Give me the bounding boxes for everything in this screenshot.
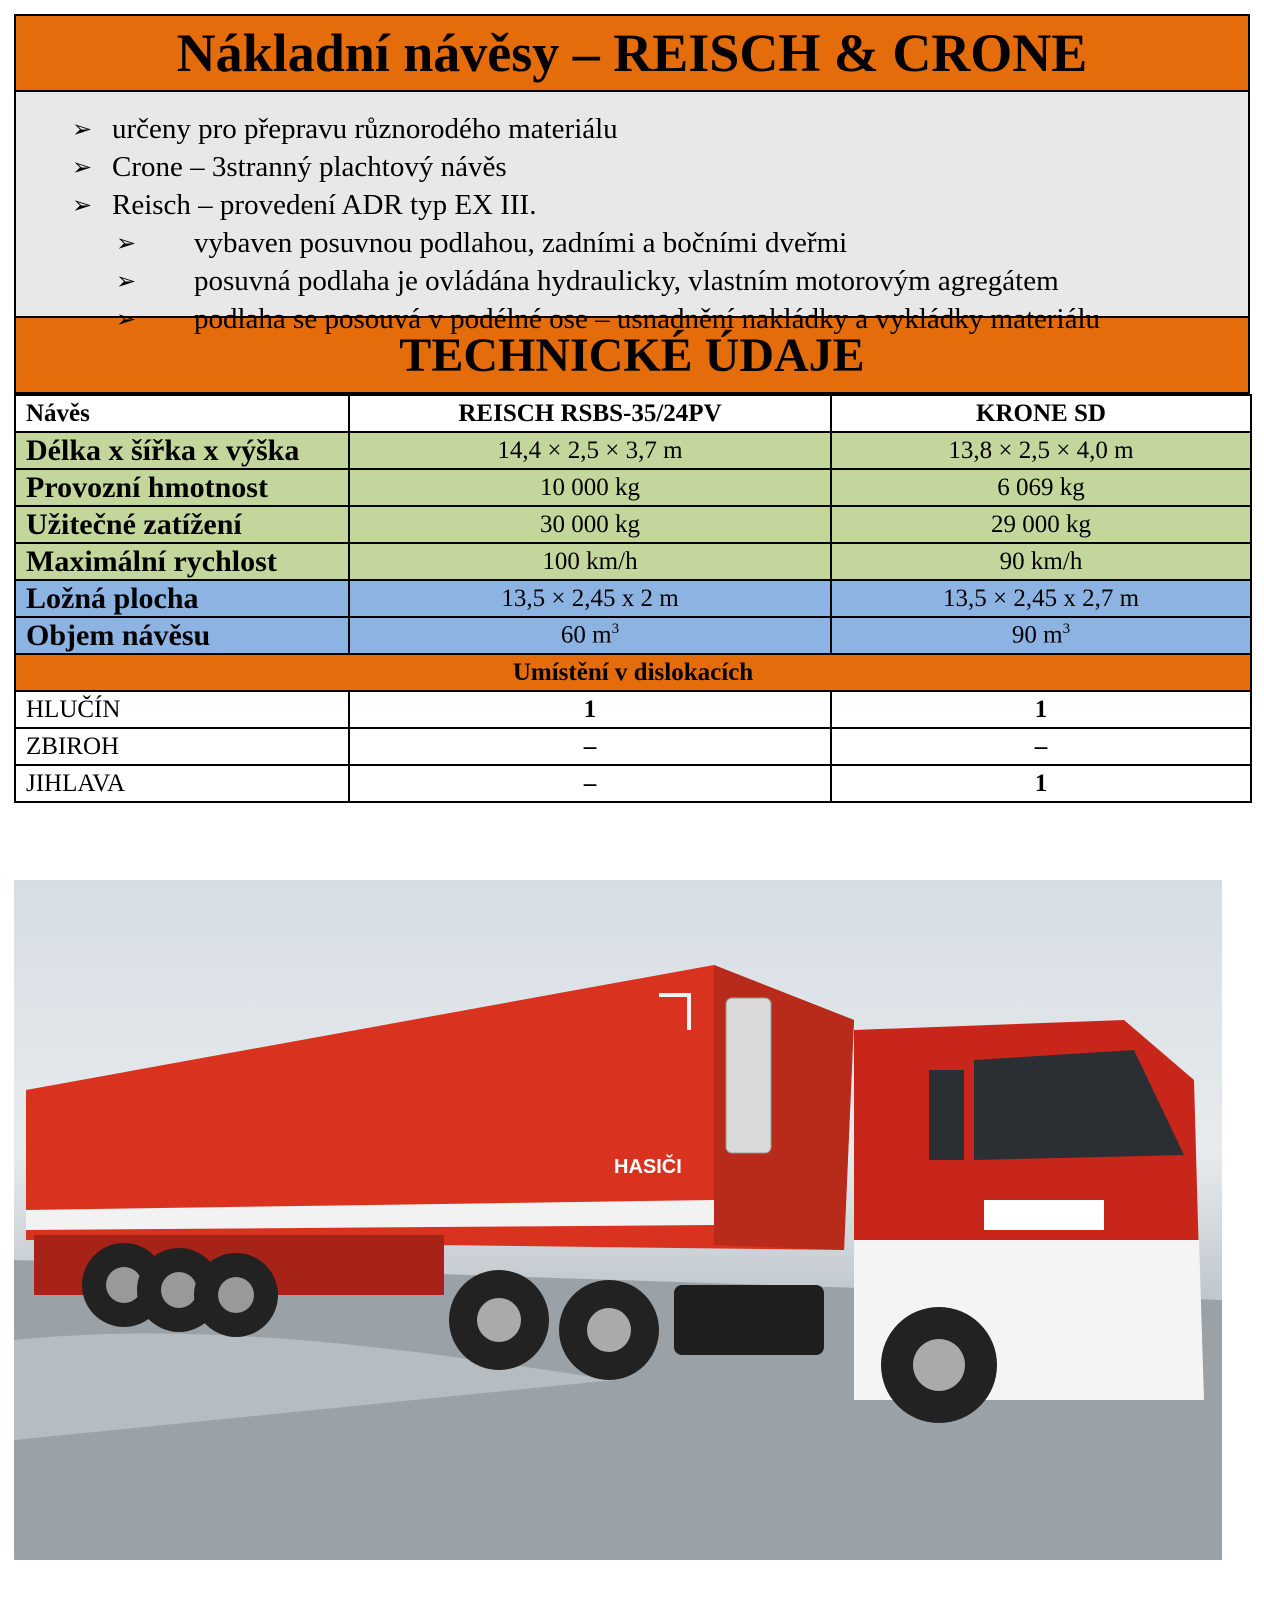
truck-photo xyxy=(14,880,1222,1560)
list-item xyxy=(16,186,1248,224)
wheel-hub xyxy=(913,1339,965,1391)
table-cell: 13,5 × 2,45 x 2,7 m xyxy=(831,580,1251,617)
table-cell: 90 km/h xyxy=(831,543,1251,580)
arrow-bullet-icon: ➢ xyxy=(116,229,137,257)
table-cell: 1 xyxy=(349,691,831,728)
page-title: Nákladní návěsy – REISCH & CRONE xyxy=(14,14,1250,92)
fuel-tank xyxy=(674,1285,824,1355)
table-cell: 30 000 kg xyxy=(349,506,831,543)
arrow-bullet-icon: ➢ xyxy=(116,267,137,295)
datasheet xyxy=(14,14,1250,803)
header-cell: Návěs xyxy=(15,395,349,432)
list-item-text: podlaha se posouvá v podélné ose – usnadnění nakládky a vykládky materiálu xyxy=(194,303,1101,335)
list-item xyxy=(16,262,1248,300)
location-name: JIHLAVA xyxy=(15,765,349,802)
table-row xyxy=(15,506,1251,543)
list-item xyxy=(16,110,1248,148)
table-row xyxy=(15,617,1251,654)
list-item xyxy=(16,148,1248,186)
arrow-bullet-icon: ➢ xyxy=(72,115,93,143)
table-cell: 13,8 × 2,5 × 4,0 m xyxy=(831,432,1251,469)
table-cell: 1 xyxy=(831,691,1251,728)
table-cell: 29 000 kg xyxy=(831,506,1251,543)
header-cell: KRONE SD xyxy=(831,395,1251,432)
table-cell: – xyxy=(349,728,831,765)
row-label: Ložná plocha xyxy=(15,580,349,617)
table-cell: – xyxy=(349,765,831,802)
spec-table xyxy=(14,394,1252,803)
list-item-text: vybaven posuvnou podlahou, zadními a bočními dveřmi xyxy=(194,227,848,259)
list-item-text: posuvná podlaha je ovládána hydraulicky, vlastním motorovým agregátem xyxy=(194,265,1059,297)
location-name: HLUČÍN xyxy=(15,691,349,728)
table-row xyxy=(15,765,1251,802)
table-cell: 100 km/h xyxy=(349,543,831,580)
feature-list xyxy=(14,92,1250,335)
wheel-hub xyxy=(218,1277,254,1313)
arrow-bullet-icon: ➢ xyxy=(72,153,93,181)
trailer-lettering: HASIČI xyxy=(614,1156,682,1178)
header-cell: REISCH RSBS-35/24PV xyxy=(349,395,831,432)
door-sign xyxy=(984,1200,1104,1230)
wheel-hub xyxy=(106,1267,142,1303)
exhaust-guard xyxy=(726,998,771,1153)
table-cell: 14,4 × 2,5 × 3,7 m xyxy=(349,432,831,469)
row-label: Maximální rychlost xyxy=(15,543,349,580)
table-cell xyxy=(349,617,831,654)
table-cell: 1 xyxy=(831,765,1251,802)
location-title-row xyxy=(15,654,1251,691)
row-label: Délka x šířka x výška xyxy=(15,432,349,469)
wheel-hub xyxy=(161,1272,197,1308)
cab-side-window xyxy=(929,1070,964,1160)
list-item xyxy=(16,224,1248,262)
row-label: Objem návěsu xyxy=(15,617,349,654)
list-item-text: Reisch – provedení ADR typ EX III. xyxy=(112,189,537,221)
table-row xyxy=(15,543,1251,580)
list-item-text: Crone – 3stranný plachtový návěs xyxy=(112,151,507,183)
table-cell: 6 069 kg xyxy=(831,469,1251,506)
table-cell: 10 000 kg xyxy=(349,469,831,506)
table-cell: 13,5 × 2,45 x 2 m xyxy=(349,580,831,617)
table-cell xyxy=(831,617,1251,654)
wheel-hub xyxy=(477,1298,521,1342)
cell-value: 60 m xyxy=(560,621,612,649)
row-label: Užitečné zatížení xyxy=(15,506,349,543)
superscript: 3 xyxy=(611,621,620,638)
superscript: 3 xyxy=(1062,621,1071,638)
arrow-bullet-icon: ➢ xyxy=(72,191,93,219)
table-header-row xyxy=(15,395,1251,432)
table-row xyxy=(15,469,1251,506)
table-row xyxy=(15,432,1251,469)
cell-value: 90 m xyxy=(1011,621,1063,649)
table-row xyxy=(15,580,1251,617)
wheel-hub xyxy=(587,1308,631,1352)
truck-illustration xyxy=(14,880,1222,1560)
list-item-text: určeny pro přepravu různorodého materiálu xyxy=(112,113,618,145)
table-row xyxy=(15,728,1251,765)
location-title: Umístění v dislokacích xyxy=(15,654,1251,691)
arrow-bullet-icon: ➢ xyxy=(116,305,137,333)
row-label: Provozní hmotnost xyxy=(15,469,349,506)
table-cell: – xyxy=(831,728,1251,765)
section-title: TECHNICKÉ ÚDAJE xyxy=(14,316,1250,394)
table-row xyxy=(15,691,1251,728)
location-name: ZBIROH xyxy=(15,728,349,765)
